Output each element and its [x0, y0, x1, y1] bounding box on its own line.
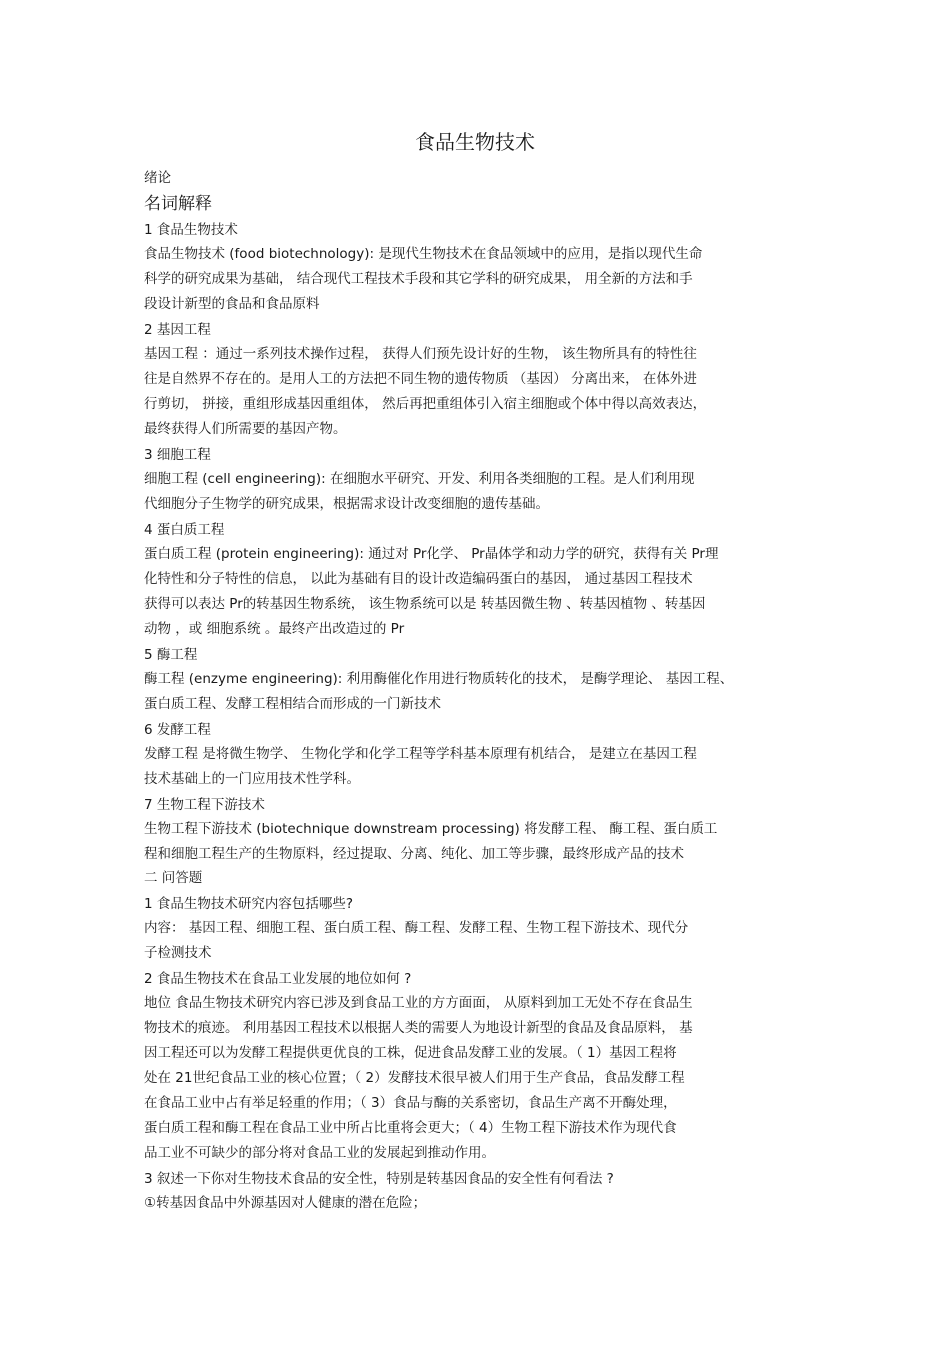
paragraph-line: 处在 21世纪食品工业的核心位置；（ 2）发酵技术很早被人们用于生产食品，食品发酵工程: [144, 1070, 685, 1086]
question-heading: 1 食品生物技术研究内容包括哪些?: [144, 896, 354, 912]
paragraph-line: 蛋白质工程、发酵工程相结合而形成的一门新技术: [144, 696, 441, 712]
paragraph-line: 食品生物技术 (food biotechnology): 是现代生物技术在食品领域中的应用，是指以现代生命: [144, 246, 703, 262]
paragraph-line: 最终获得人们所需要的基因产物。: [144, 421, 347, 437]
paragraph-line: 因工程还可以为发酵工程提供更优良的工株，促进食品发酵工业的发展。（ 1）基因工程将: [144, 1045, 677, 1061]
section-heading-intro: 绪论: [144, 170, 171, 186]
paragraph-line: 化特性和分子特性的信息， 以此为基础有目的设计改造编码蛋白的基因， 通过基因工程技术: [144, 571, 693, 587]
paragraph-line: 行剪切， 拼接，重组形成基因重组体， 然后再把重组体引入宿主细胞或个体中得以高效表达，: [144, 396, 707, 412]
term-heading: 1 食品生物技术: [144, 222, 238, 238]
paragraph-line: 往是自然界不存在的。是用人工的方法把不同生物的遗传物质 （基因） 分离出来， 在体外进: [144, 371, 697, 387]
paragraph-line: 动物 ，或 细胞系统 。最终产出改造过的 Pr: [144, 621, 405, 637]
paragraph-line: 基因工程 ：通过一系列技术操作过程， 获得人们预先设计好的生物， 该生物所具有的特性往: [144, 346, 697, 362]
paragraph-line: 蛋白质工程 (protein engineering): 通过对 Pr化学、 Pr晶体学和动力学的研究，获得有关 Pr理: [144, 546, 719, 562]
subsection-heading-terms: 名词解释: [144, 194, 212, 214]
paragraph-line: 品工业不可缺少的部分将对食品工业的发展起到推动作用。: [144, 1145, 495, 1161]
paragraph-line: 子检测技术: [144, 945, 212, 961]
paragraph-line: 细胞工程 (cell engineering): 在细胞水平研究、开发、利用各类细胞的工程。是人们利用现: [144, 471, 695, 487]
paragraph-line: 在食品工业中占有举足轻重的作用；（ 3）食品与酶的关系密切，食品生产离不开酶处理，: [144, 1095, 677, 1111]
question-heading: 2 食品生物技术在食品工业发展的地位如何 ?: [144, 971, 412, 987]
question-heading: 3 叙述一下你对生物技术食品的安全性，特别是转基因食品的安全性有何看法 ?: [144, 1171, 614, 1187]
paragraph-line: 物技术的痕迹。 利用基因工程技术以根据人类的需要人为地设计新型的食品及食品原料， 基: [144, 1020, 693, 1036]
paragraph-line: 酶工程 (enzyme engineering): 利用酶催化作用进行物质转化的技术， 是酶学理论、 基因工程、: [144, 671, 734, 687]
term-heading: 4 蛋白质工程: [144, 522, 225, 538]
paragraph-line: 内容： 基因工程、细胞工程、蛋白质工程、酶工程、发酵工程、生物工程下游技术、现代分: [144, 920, 689, 936]
paragraph-line: 技术基础上的一门应用技术性学科。: [144, 771, 360, 787]
paragraph-line: 段设计新型的食品和食品原料: [144, 296, 320, 312]
paragraph-line: 科学的研究成果为基础， 结合现代工程技术手段和其它学科的研究成果， 用全新的方法和手: [144, 271, 693, 287]
term-heading: 6 发酵工程: [144, 722, 211, 738]
paragraph-line: 蛋白质工程和酶工程在食品工业中所占比重将会更大；（ 4）生物工程下游技术作为现代食: [144, 1120, 677, 1136]
paragraph-line: 发酵工程 是将微生物学、 生物化学和化学工程等学科基本原理有机结合， 是建立在基因工程: [144, 746, 697, 762]
term-heading: 7 生物工程下游技术: [144, 797, 265, 813]
term-heading: 5 酶工程: [144, 647, 198, 663]
paragraph-line: 生物工程下游技术 (biotechnique downstream processing) 将发酵工程、 酶工程、蛋白质工: [144, 821, 718, 837]
paragraph-line: 程和细胞工程生产的生物原料，经过提取、分离、纯化、加工等步骤，最终形成产品的技术: [144, 846, 684, 862]
paragraph-line: 代细胞分子生物学的研究成果，根据需求设计改变细胞的遗传基础。: [144, 496, 549, 512]
paragraph-line: 地位 食品生物技术研究内容已涉及到食品工业的方方面面， 从原料到加工无处不存在食品生: [144, 995, 693, 1011]
section-heading-qa: 二 问答题: [144, 870, 203, 886]
term-heading: 3 细胞工程: [144, 447, 211, 463]
paragraph-line: 获得可以表达 Pr的转基因生物系统， 该生物系统可以是 转基因微生物 、转基因植物 、转基因: [144, 596, 706, 612]
paragraph-line: ①转基因食品中外源基因对人健康的潜在危险；: [144, 1195, 427, 1211]
term-heading: 2 基因工程: [144, 322, 211, 338]
document-title: 食品生物技术: [415, 130, 535, 154]
